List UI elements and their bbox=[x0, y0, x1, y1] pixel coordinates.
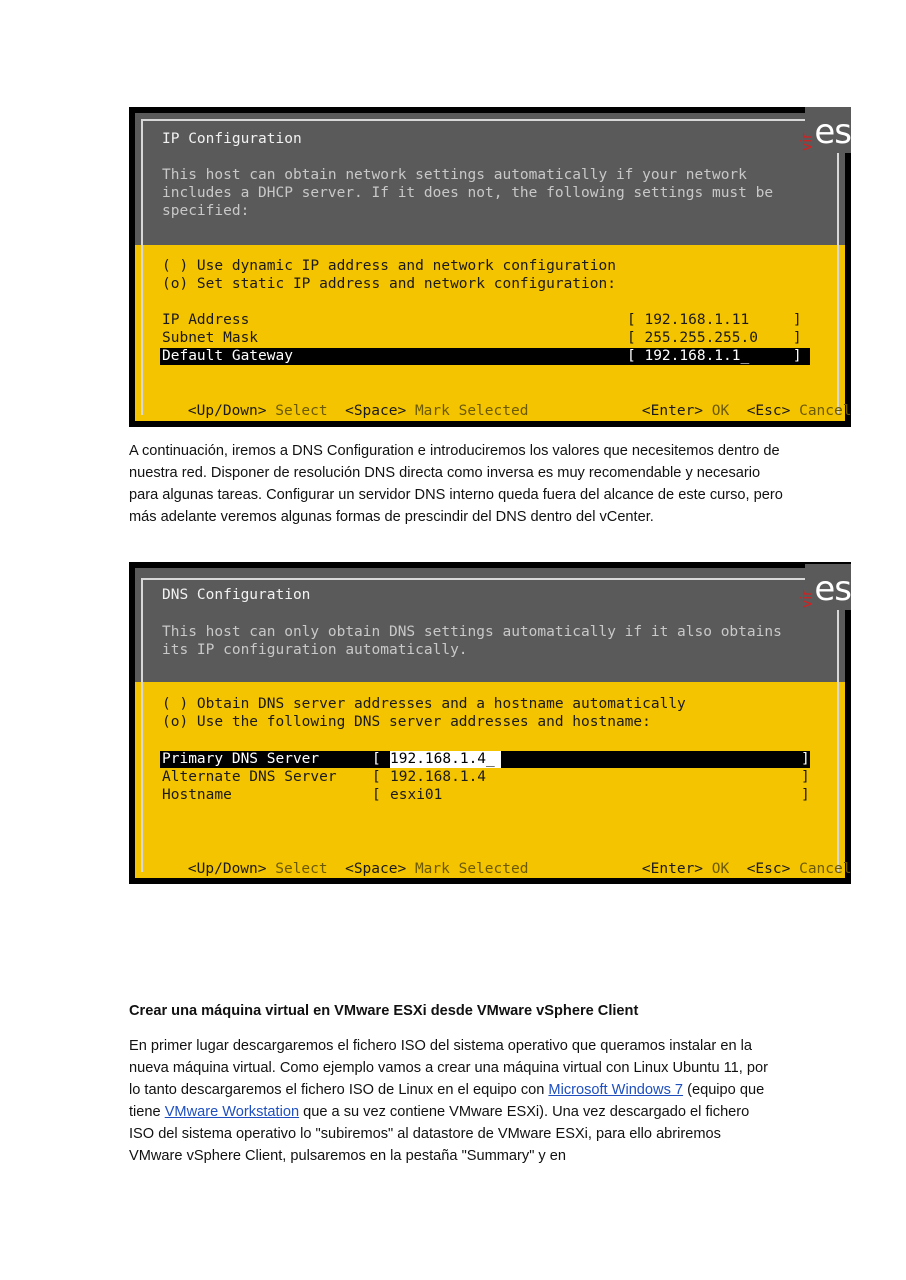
option-dns-manual[interactable]: (o) Use the following DNS server addresses and hostname: bbox=[162, 714, 651, 730]
key-hints bbox=[153, 384, 528, 438]
key-select-label: Select bbox=[275, 861, 328, 877]
key-cancel-label: Cancel bbox=[799, 403, 852, 419]
option-static-ip[interactable]: (o) Set static IP address and network configuration: bbox=[162, 276, 616, 292]
key-space: <Space> bbox=[345, 403, 407, 419]
paragraph-text: que a su vez contiene VMware ESXi). Una vez descargado el fichero ISO del sistema operativo lo "subiremos" al datastore de VMware ESXi, para ello abriremos VMware vSphere Client, pulsaremos en la pestaña "Summary" y en bbox=[129, 1104, 750, 1164]
section-heading: Crear una máquina virtual en VMware ESXi desde VMware vSphere Client bbox=[129, 1003, 639, 1019]
logo-es-text: es bbox=[814, 569, 851, 609]
key-select-label: Select bbox=[275, 403, 328, 419]
dns-configuration-screenshot bbox=[129, 562, 851, 884]
option-dns-automatic[interactable]: ( ) Obtain DNS server addresses and a hostname automatically bbox=[162, 696, 686, 712]
field-bracket-close: ] bbox=[801, 751, 810, 767]
field-value-ip-address[interactable]: [ 192.168.1.11 ] bbox=[627, 312, 802, 328]
key-space: <Space> bbox=[345, 861, 407, 877]
console-description-line: This host can obtain network settings automatically if your network bbox=[162, 167, 747, 183]
field-bracket-close: ] bbox=[801, 787, 810, 803]
link-vmware-workstation[interactable]: VMware Workstation bbox=[164, 1104, 300, 1120]
paragraph-dns-intro: A continuación, iremos a DNS Configuration e introduciremos los valores que necesitemos dentro de nuestra red. Disponer de resolución DNS directa como inversa es muy recomendable y necesario para algunas tareas. Configurar un servidor DNS interno queda fuera del alcance de este curso, pero más adelante veremos algunas formas de prescindir del DNS dentro del vCenter. bbox=[129, 443, 783, 525]
console-description-line: its IP configuration automatically. bbox=[162, 642, 468, 658]
option-dynamic-ip[interactable]: ( ) Use dynamic IP address and network configuration bbox=[162, 258, 616, 274]
key-updown: <Up/Down> bbox=[187, 861, 267, 877]
field-value-subnet-mask[interactable]: [ 255.255.255.0 ] bbox=[627, 330, 802, 346]
field-label-default-gateway: Default Gateway bbox=[162, 348, 293, 364]
key-ok-label: OK bbox=[711, 403, 730, 419]
console-title: IP Configuration bbox=[162, 131, 302, 147]
field-value-default-gateway[interactable]: [ 192.168.1.1_ ] bbox=[627, 348, 802, 364]
link-microsoft-windows-7[interactable]: Microsoft Windows 7 bbox=[548, 1082, 684, 1098]
console-description-line: This host can only obtain DNS settings automatically if it also obtains bbox=[162, 624, 782, 640]
field-label-alternate-dns: Alternate DNS Server bbox=[162, 769, 337, 785]
field-value-alternate-dns[interactable]: 192.168.1.4 bbox=[390, 769, 487, 785]
paragraph-text: En primer lugar descargaremos el fichero ISO del sistema operativo que queramos instalar en la nueva máquina virtual. Como ejemplo vamos a crear una máquina virtual con Linux Ubuntu 11, por lo tanto descargaremos el fichero ISO de Linux en el equipo con bbox=[129, 1038, 768, 1098]
key-esc[interactable]: <Esc> bbox=[746, 861, 791, 877]
field-bracket-open: [ bbox=[372, 751, 381, 767]
field-bracket-close: ] bbox=[801, 769, 810, 785]
key-esc[interactable]: <Esc> bbox=[746, 403, 791, 419]
key-ok-label: OK bbox=[711, 861, 730, 877]
paragraph-text: (equipo que tiene bbox=[129, 1082, 765, 1120]
key-hints-right bbox=[607, 384, 851, 438]
logo-vir-text: vir bbox=[799, 133, 816, 151]
field-label-ip-address: IP Address bbox=[162, 312, 250, 328]
field-value-hostname[interactable]: esxi01 bbox=[390, 787, 443, 803]
field-bracket-open: [ bbox=[372, 787, 381, 803]
field-label-subnet-mask: Subnet Mask bbox=[162, 330, 259, 346]
key-enter[interactable]: <Enter> bbox=[641, 403, 704, 419]
console-description-line: includes a DHCP server. If it does not, the following settings must be bbox=[162, 185, 774, 201]
field-label-hostname: Hostname bbox=[162, 787, 232, 803]
logo-es-text: es bbox=[814, 112, 851, 152]
paragraph-create-vm bbox=[129, 1035, 777, 1167]
field-label-primary-dns: Primary DNS Server bbox=[162, 751, 320, 767]
key-hints-right bbox=[607, 842, 851, 896]
console-title: DNS Configuration bbox=[162, 587, 311, 603]
console-description-line: specified: bbox=[162, 203, 250, 219]
key-hints bbox=[153, 842, 528, 896]
field-bracket-open: [ bbox=[372, 769, 381, 785]
logo-vir-text: vir bbox=[799, 590, 816, 608]
key-mark-label: Mark Selected bbox=[414, 861, 529, 877]
key-cancel-label: Cancel bbox=[799, 861, 852, 877]
key-mark-label: Mark Selected bbox=[414, 403, 529, 419]
ip-configuration-screenshot bbox=[129, 107, 851, 427]
key-updown: <Up/Down> bbox=[187, 403, 267, 419]
field-value-primary-dns[interactable]: 192.168.1.4_ bbox=[390, 751, 495, 767]
key-enter[interactable]: <Enter> bbox=[641, 861, 704, 877]
